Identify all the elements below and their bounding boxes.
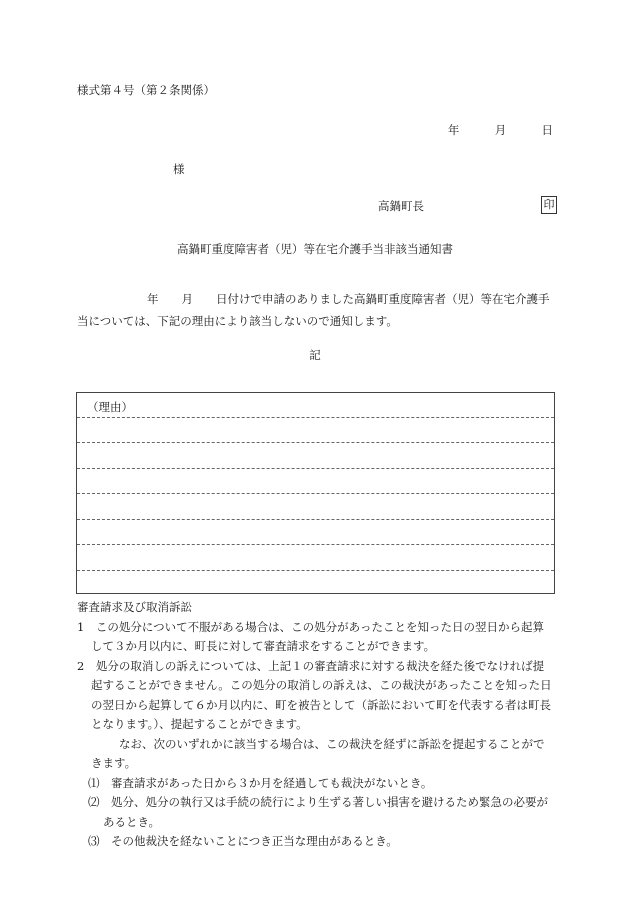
document-title: 高鍋町重度障害者（児）等在宅介護手当非該当通知書 bbox=[177, 242, 453, 256]
notice-body: 年 月 日付けで申請のありました高鍋町重度障害者（児）等在宅介護手当については、下記の理由により該当しないので通知します。 bbox=[77, 292, 550, 328]
appeal-heading: 審査請求及び取消訴訟 bbox=[77, 600, 192, 614]
addressee-suffix: 様 bbox=[173, 162, 185, 176]
reason-line bbox=[77, 468, 554, 469]
reason-label: （理由） bbox=[87, 400, 133, 414]
reason-line bbox=[77, 442, 554, 443]
reason-line bbox=[77, 493, 554, 494]
date-day: 日 bbox=[541, 123, 553, 137]
appeal-item-1: 1 この処分について不服がある場合は、この処分があったことを知った日の翌日から起算して３か月以内に、町長に対して審査請求をすることができます。 bbox=[77, 619, 544, 653]
date-month: 月 bbox=[494, 123, 507, 137]
date-year: 年 bbox=[447, 123, 460, 137]
reason-box bbox=[76, 392, 555, 594]
appeal-sub-1: ⑴ 審査請求があった日から３か月を経過しても裁決がないとき。 bbox=[88, 775, 433, 790]
date-line bbox=[448, 124, 553, 138]
appeal-note: なお、次のいずれかに該当する場合は、この裁決を経ずに訴訟を提起することができます。 bbox=[91, 736, 545, 770]
ki-heading: 記 bbox=[309, 348, 321, 362]
issuer-name: 高鍋町長 bbox=[378, 199, 424, 213]
reason-line bbox=[77, 570, 554, 571]
reason-line bbox=[77, 544, 554, 545]
seal-mark: 印 bbox=[541, 196, 557, 214]
appeal-sub-3: ⑶ その他裁決を経ないことにつき正当な理由があるとき。 bbox=[88, 834, 398, 848]
appeal-section bbox=[77, 598, 555, 852]
appeal-sub-2: ⑵ 処分、処分の執行又は手続の続行により生ずる著しい損害を避けるため緊急の必要があるとき。 bbox=[88, 795, 548, 829]
form-number: 様式第４号（第２条関係） bbox=[77, 83, 215, 97]
reason-line bbox=[77, 519, 554, 520]
appeal-item-2: 2 処分の取消しの訴えについては、上記１の審査請求に対する裁決を経た後でなければ提起することができません。この処分の取消しの訴えは、この裁決があったことを知った日の翌日から起算して６か月以内に、町を被告として（訴訟において町を代表する者は町長となります。）、提起することができます。 bbox=[77, 658, 552, 731]
reason-line bbox=[77, 417, 554, 418]
